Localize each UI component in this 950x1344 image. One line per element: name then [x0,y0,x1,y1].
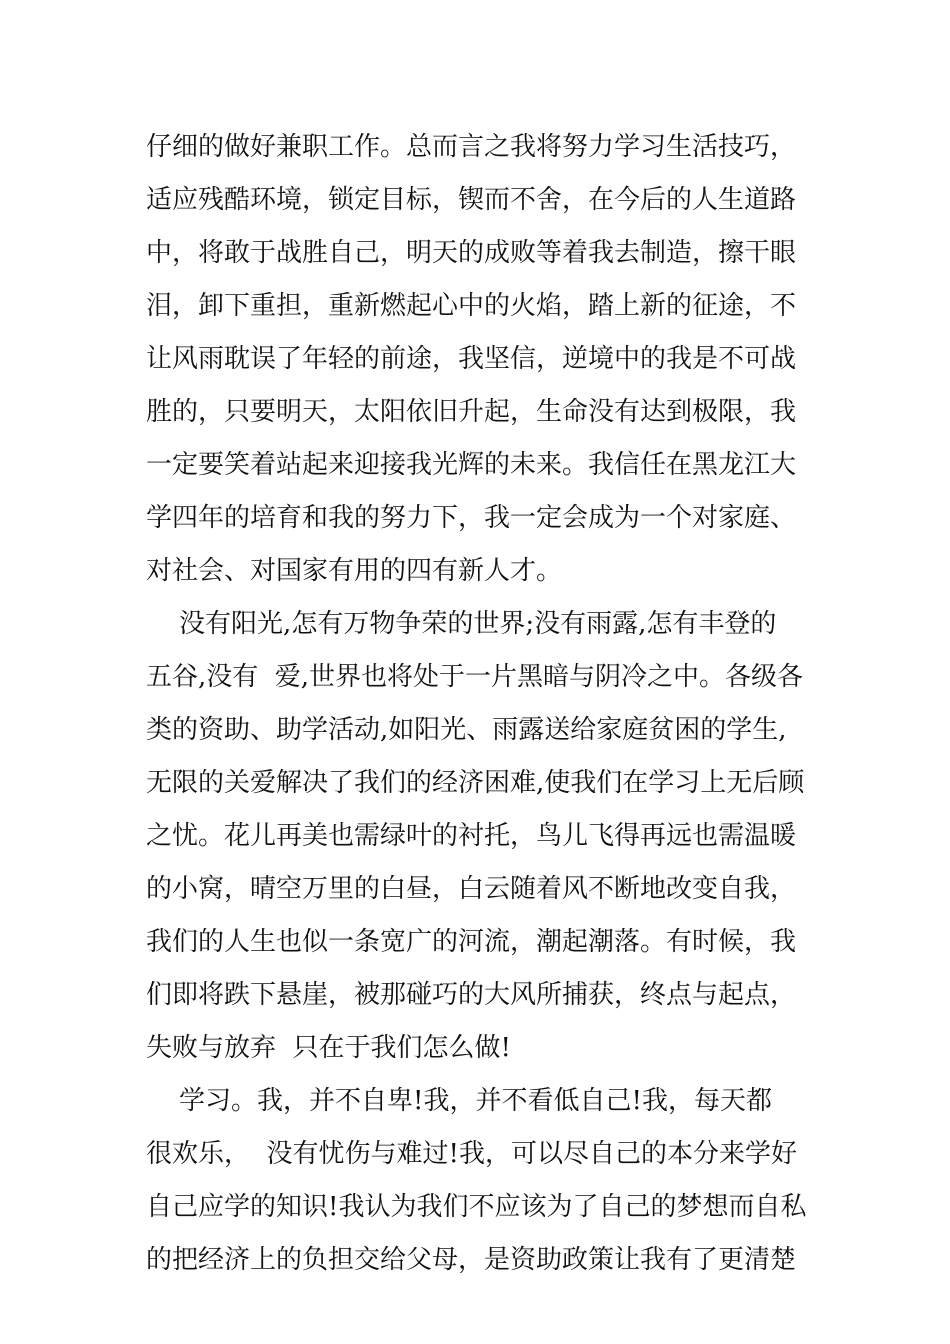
text-line: 自己应学的知识!我认为我们不应该为了自己的梦想而自私 [146,1192,807,1222]
text-line: 中，将敢于战胜自己，明天的成败等着我去制造，擦干眼 [146,238,797,268]
text-line: 之忧。花儿再美也需绿叶的衬托，鸟儿飞得再远也需温暖 [146,821,797,851]
text-line: 胜的，只要明天，太阳依旧升起，生命没有达到极限，我 [146,397,797,427]
body-text [146,121,816,1287]
text-line: 学四年的培育和我的努力下，我一定会成为一个对家庭、 [146,503,797,533]
text-line: 适应残酷环境，锁定目标，锲而不舍，在今后的人生道路 [146,185,797,215]
text-line: 让风雨耽误了年轻的前途，我坚信，逆境中的我是不可战 [146,344,797,374]
text-line: 对社会、对国家有用的四有新人才。 [146,556,563,586]
text-line: 我们的人生也似一条宽广的河流，潮起潮落。有时候，我 [146,927,797,957]
text-line: 类的资助、助学活动,如阳光、雨露送给家庭贫困的学生, [146,715,787,745]
text-line: 学习。我，并不自卑!我，并不看低自己!我，每天都 [146,1086,772,1116]
text-line: 泪，卸下重担，重新燃起心中的火焰，踏上新的征途，不 [146,291,797,321]
text-line: 无限的关爱解决了我们的经济困难,使我们在学习上无后顾 [146,768,805,798]
text-line: 失败与放弃 只在于我们怎么做! [146,1033,511,1063]
text-line: 的把经济上的负担交给父母，是资助政策让我有了更清楚 [146,1245,797,1275]
text-line: 五谷,没有 爱,世界也将处于一片黑暗与阴冷之中。各级各 [146,662,804,692]
text-line: 一定要笑着站起来迎接我光辉的未来。我信任在黑龙江大 [146,450,797,480]
text-line: 们即将跌下悬崖，被那碰巧的大风所捕获，终点与起点， [146,980,797,1010]
text-line: 的小窝，晴空万里的白昼，白云随着风不断地改变自我， [146,874,797,904]
text-line: 没有阳光,怎有万物争荣的世界;没有雨露,怎有丰登的 [146,609,777,639]
text-line: 很欢乐， 没有忧伤与难过!我，可以尽自己的本分来学好 [146,1139,797,1169]
text-line: 仔细的做好兼职工作。总而言之我将努力学习生活技巧， [146,132,797,162]
